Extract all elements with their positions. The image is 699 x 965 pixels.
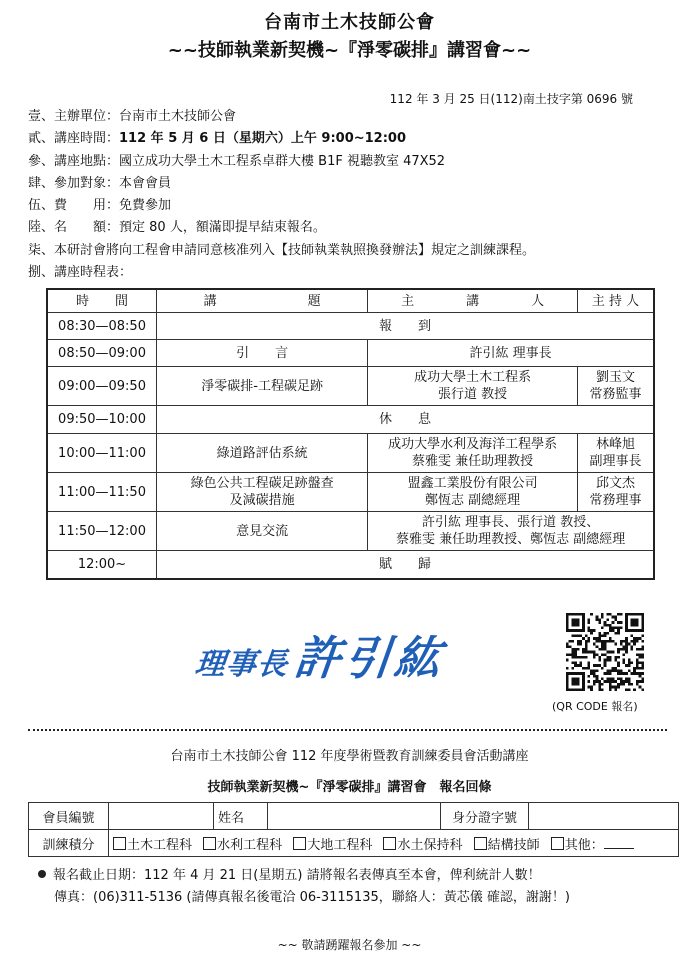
checkbox-icon bbox=[474, 837, 487, 850]
checkbox-geotechnical[interactable]: 大地工程科 bbox=[293, 834, 372, 853]
topic-cell: 綠色公共工程碳足跡盤查 及減碳措施 bbox=[157, 473, 368, 512]
activity-cell: 賦 歸 bbox=[157, 551, 654, 579]
time-cell: 11:00—11:50 bbox=[47, 473, 157, 512]
registration-form bbox=[28, 802, 679, 857]
time-cell: 10:00—11:00 bbox=[47, 434, 157, 473]
info-item: 捌、講座時程表： bbox=[28, 265, 133, 281]
registration-heading: 台南市土木技師公會 112 年度學術暨教育訓練委員會活動講座 bbox=[170, 749, 529, 764]
qr-code[interactable] bbox=[566, 613, 644, 691]
checkbox-soil-water[interactable]: 水土保持科 bbox=[383, 834, 462, 853]
chairman-signature: 理事長許引紘 bbox=[193, 631, 448, 685]
info-item: 柒、本研討會將向工程會申請同意核准列入【技師執業執照換發辦法】規定之訓練課程。 bbox=[28, 242, 536, 258]
table-row bbox=[47, 512, 654, 551]
checkbox-civil[interactable]: 土木工程科 bbox=[113, 834, 192, 853]
document-number: 112 年 3 月 25 日(112)南土技字第 0696 號 bbox=[389, 92, 633, 106]
org-title: 台南市土木技師公會 bbox=[264, 12, 435, 33]
speaker-cell: 許引紘 理事長、張行道 教授、 蔡雅雯 兼任助理教授、鄭恆志 副總經理 bbox=[368, 512, 654, 551]
member-no-label: 會員編號 bbox=[29, 803, 109, 830]
host-cell: 林峰旭 副理事長 bbox=[577, 434, 654, 473]
checkbox-hydraulic[interactable]: 水利工程科 bbox=[203, 834, 282, 853]
time-cell: 11:50—12:00 bbox=[47, 512, 157, 551]
checkbox-icon bbox=[203, 837, 216, 850]
table-row bbox=[47, 367, 654, 406]
table-row bbox=[47, 473, 654, 512]
form-row bbox=[29, 803, 679, 830]
table-row bbox=[47, 434, 654, 473]
table-row bbox=[47, 340, 654, 367]
schedule-header-row bbox=[47, 289, 654, 313]
checkbox-other[interactable]: 其他： bbox=[551, 834, 634, 853]
col-header-topic: 講 題 bbox=[157, 289, 368, 313]
credit-options bbox=[109, 830, 679, 857]
time-cell: 09:00—09:50 bbox=[47, 367, 157, 406]
bullet-icon bbox=[38, 870, 46, 878]
form-row bbox=[29, 830, 679, 857]
speaker-cell: 許引紘 理事長 bbox=[368, 340, 654, 367]
checkbox-structural[interactable]: 結構技師 bbox=[474, 834, 540, 853]
name-field[interactable] bbox=[268, 803, 441, 830]
event-info-list bbox=[28, 106, 535, 284]
col-header-time: 時 間 bbox=[47, 289, 157, 313]
host-cell: 邱文杰 常務理事 bbox=[577, 473, 654, 512]
topic-cell: 綠道路評估系統 bbox=[157, 434, 368, 473]
name-label: 姓名 bbox=[214, 803, 268, 830]
info-item: 伍、費 用：免費參加 bbox=[28, 198, 172, 214]
id-no-label: 身分證字號 bbox=[441, 803, 529, 830]
id-no-field[interactable] bbox=[529, 803, 679, 830]
schedule-table bbox=[46, 288, 655, 580]
info-item: 陸、名 額：預定 80 人，額滿即提早結束報名。 bbox=[28, 220, 326, 236]
checkbox-icon bbox=[551, 837, 564, 850]
other-fill-line bbox=[604, 848, 634, 849]
cut-line-divider bbox=[28, 729, 667, 731]
topic-cell: 引 言 bbox=[157, 340, 368, 367]
speaker-cell: 成功大學土木工程系 張行道 教授 bbox=[368, 367, 578, 406]
activity-cell: 休 息 bbox=[157, 406, 654, 434]
checkbox-icon bbox=[383, 837, 396, 850]
table-row bbox=[47, 406, 654, 434]
time-cell: 08:50—09:00 bbox=[47, 340, 157, 367]
col-header-speaker: 主 講 人 bbox=[368, 289, 578, 313]
time-cell: 08:30—08:50 bbox=[47, 313, 157, 340]
checkbox-icon bbox=[113, 837, 126, 850]
deadline-note: 報名截止日期：112 年 4 月 21 日(星期五) 請將報名表傳真至本會，俾利統計人數！ bbox=[38, 864, 541, 883]
info-item: 貳、講座時間：112 年 5 月 6 日（星期六）上午 9:00~12:00 bbox=[28, 131, 407, 147]
registration-form-title: 技師執業新契機~『淨零碳排』講習會 報名回條 bbox=[207, 780, 492, 795]
speaker-cell: 成功大學水利及海洋工程學系 蔡雅雯 兼任助理教授 bbox=[368, 434, 578, 473]
info-item: 參、講座地點：國立成功大學土木工程系卓群大樓 B1F 視聽教室 47X52 bbox=[28, 153, 446, 169]
footer-invitation: ~~ 敬請踴躍報名參加 ~~ bbox=[277, 938, 422, 952]
time-cell: 09:50—10:00 bbox=[47, 406, 157, 434]
checkbox-icon bbox=[293, 837, 306, 850]
table-row bbox=[47, 551, 654, 579]
table-row bbox=[47, 313, 654, 340]
topic-cell: 意見交流 bbox=[157, 512, 368, 551]
col-header-host: 主 持 人 bbox=[577, 289, 654, 313]
member-no-field[interactable] bbox=[109, 803, 214, 830]
event-title: ~~技師執業新契機~『淨零碳排』講習會~~ bbox=[167, 40, 532, 61]
time-cell: 12:00~ bbox=[47, 551, 157, 579]
info-item: 壹、主辦單位：台南市土木技師公會 bbox=[28, 109, 237, 124]
host-cell: 劉玉文 常務監事 bbox=[577, 367, 654, 406]
qr-caption: (QR CODE 報名) bbox=[552, 700, 638, 713]
speaker-cell: 盟鑫工業股份有限公司 鄭恆志 副總經理 bbox=[368, 473, 578, 512]
info-item: 肆、參加對象：本會會員 bbox=[28, 175, 172, 191]
activity-cell: 報 到 bbox=[157, 313, 654, 340]
topic-cell: 淨零碳排-工程碳足跡 bbox=[157, 367, 368, 406]
fax-note: 傳真：(06)311-5136 (請傳真報名後電洽 06-3115135，聯絡人：黃芯儀 確認，謝謝！) bbox=[54, 890, 570, 905]
credit-label: 訓練積分 bbox=[29, 830, 109, 857]
